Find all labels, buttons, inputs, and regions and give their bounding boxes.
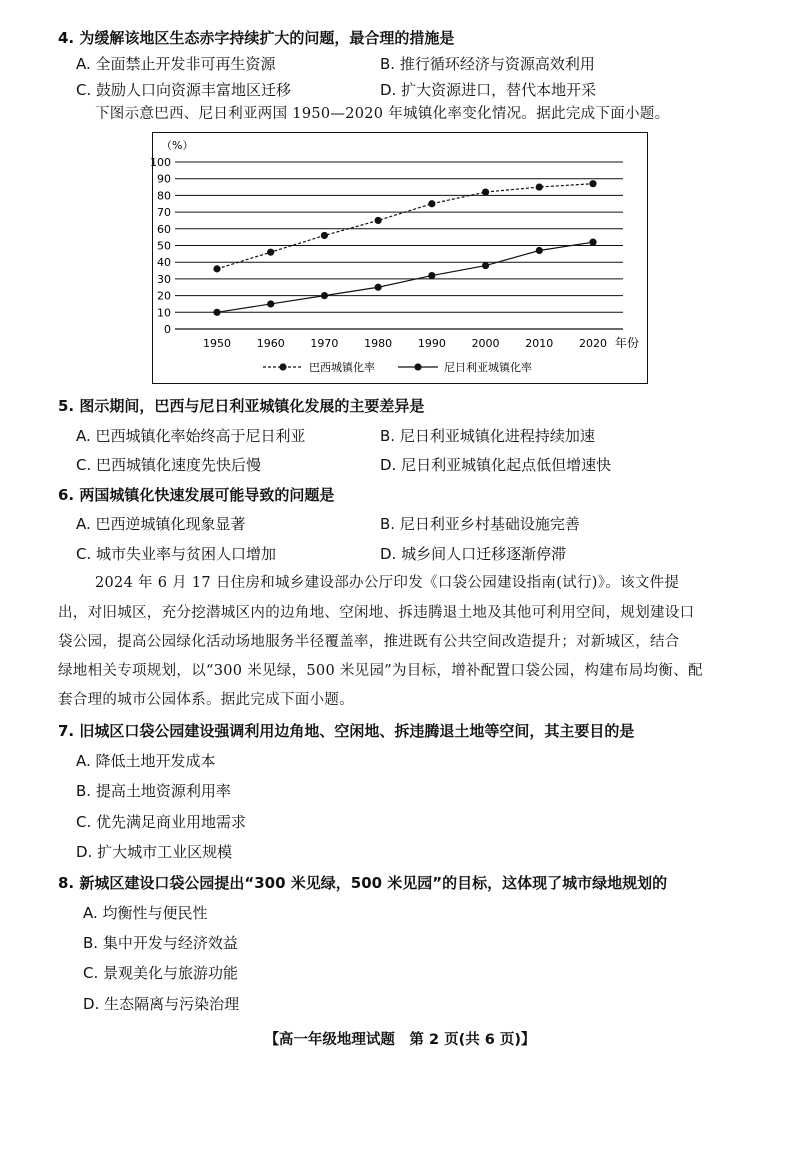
q8-option-b: B. 集中开发与经济效益 <box>83 934 238 952</box>
q6-option-b: B. 尼日利亚乡村基础设施完善 <box>380 515 580 533</box>
x-tick-label: 1980 <box>364 337 393 350</box>
brazil-series-line <box>217 184 593 269</box>
q5-stem: 5. 图示期间，巴西与尼日利亚城镇化发展的主要差异是 <box>58 397 425 415</box>
x-tick-label: 1960 <box>256 337 285 350</box>
y-tick-label: 100 <box>150 156 171 169</box>
nigeria-data-point <box>375 284 382 291</box>
q7-option-c: C. 优先满足商业用地需求 <box>76 813 247 831</box>
y-tick-label: 10 <box>157 306 171 320</box>
q8-option-c: C. 景观美化与旅游功能 <box>83 964 239 982</box>
y-tick-label: 20 <box>157 289 171 303</box>
brazil-data-point <box>536 183 543 190</box>
y-tick-label: 90 <box>157 172 171 186</box>
q7-option-d: D. 扩大城市工业区规模 <box>76 843 233 861</box>
q5-option-d: D. 尼日利亚城镇化起点低但增速快 <box>380 456 612 474</box>
x-tick-label: 2000 <box>471 337 500 350</box>
y-tick-label: 70 <box>157 206 171 220</box>
q8-option-d: D. 生态隔离与污染治理 <box>83 995 240 1013</box>
q4-option-b: B. 推行循环经济与资源高效利用 <box>380 55 595 73</box>
legend-label: 尼日利亚城镇化率 <box>444 361 532 374</box>
nigeria-data-point <box>428 272 435 279</box>
nigeria-data-point <box>589 239 596 246</box>
q4-option-c: C. 鼓励人口向资源丰富地区迁移 <box>76 81 292 99</box>
y-tick-label: 80 <box>157 189 171 203</box>
nigeria-data-point <box>482 262 489 269</box>
q7-option-a: A. 降低土地开发成本 <box>76 752 216 770</box>
q5-option-b: B. 尼日利亚城镇化进程持续加速 <box>380 427 595 445</box>
passage-line: 出，对旧城区，充分挖潜城区内的边角地、空闲地、拆违腾退土地及其他可利用空间，规划建设口 <box>58 605 695 621</box>
brazil-data-point <box>267 249 274 256</box>
nigeria-data-point <box>213 309 220 316</box>
y-tick-label: 60 <box>157 222 171 236</box>
brazil-data-point <box>428 200 435 207</box>
passage-line: 袋公园，提高公园绿化活动场地服务半径覆盖率，推进既有公共空间改造提升；对新城区，结合 <box>58 634 680 650</box>
urbanization-chart <box>152 132 648 384</box>
passage-line: 2024 年 6 月 17 日住房和城乡建设部办公厅印发《口袋公园建设指南(试行)》。该文件提 <box>95 575 680 591</box>
brazil-data-point <box>589 180 596 187</box>
x-tick-label: 1990 <box>417 337 446 350</box>
q4-option-d: D. 扩大资源进口，替代本地开采 <box>380 81 597 99</box>
q4-option-a: A. 全面禁止开发非可再生资源 <box>76 55 276 73</box>
brazil-data-point <box>213 265 220 272</box>
nigeria-data-point <box>321 292 328 299</box>
q4-stem: 4. 为缓解该地区生态赤字持续扩大的问题，最合理的措施是 <box>58 29 455 47</box>
x-tick-label: 1970 <box>310 337 339 350</box>
x-tick-label: 2020 <box>579 337 607 350</box>
x-tick-label: 1950 <box>203 337 231 350</box>
q8-stem: 8. 新城区建设口袋公园提出“300 米见绿，500 米见园”的目标，这体现了城市绿地规划的 <box>58 874 668 892</box>
nigeria-data-point <box>536 247 543 254</box>
q7-option-b: B. 提高土地资源利用率 <box>76 782 231 800</box>
y-tick-label: 30 <box>157 272 171 286</box>
q8-option-a: A. 均衡性与便民性 <box>83 904 208 922</box>
legend-label: 巴西城镇化率 <box>309 361 375 374</box>
x-axis-label: 年份 <box>615 336 640 350</box>
q5-option-c: C. 巴西城镇化速度先快后慢 <box>76 456 262 474</box>
legend-marker <box>279 363 286 370</box>
q6-option-c: C. 城市失业率与贫困人口增加 <box>76 545 277 563</box>
legend-marker <box>414 363 421 370</box>
nigeria-data-point <box>267 300 274 307</box>
page-footer: 【高一年级地理试题 第 2 页(共 6 页)】 <box>264 1032 536 1048</box>
q7-stem: 7. 旧城区口袋公园建设强调利用边角地、空闲地、拆违腾退土地等空间，其主要目的是 <box>58 722 635 740</box>
q6-option-a: A. 巴西逆城镇化现象显著 <box>76 515 246 533</box>
y-tick-label: 0 <box>164 323 171 336</box>
y-tick-label: 50 <box>157 239 171 253</box>
q6-stem: 6. 两国城镇化快速发展可能导致的问题是 <box>58 486 335 504</box>
y-tick-label: 40 <box>157 256 171 270</box>
brazil-data-point <box>482 188 489 195</box>
chart-intro: 下图示意巴西、尼日利亚两国 1950—2020 年城镇化率变化情况。据此完成下面小题。 <box>95 106 670 122</box>
passage-line: 绿地相关专项规划，以“300 米见绿，500 米见园”为目标，增补配置口袋公园，构建布局均衡、配 <box>58 663 703 679</box>
chart-svg <box>150 133 649 385</box>
y-axis-label: （%） <box>161 139 194 152</box>
q5-option-a: A. 巴西城镇化率始终高于尼日利亚 <box>76 427 306 445</box>
passage-line: 套合理的城市公园体系。据此完成下面小题。 <box>58 692 354 708</box>
brazil-data-point <box>321 232 328 239</box>
brazil-data-point <box>375 217 382 224</box>
q6-option-d: D. 城乡间人口迁移逐渐停滞 <box>380 545 567 563</box>
x-tick-label: 2010 <box>525 337 554 350</box>
